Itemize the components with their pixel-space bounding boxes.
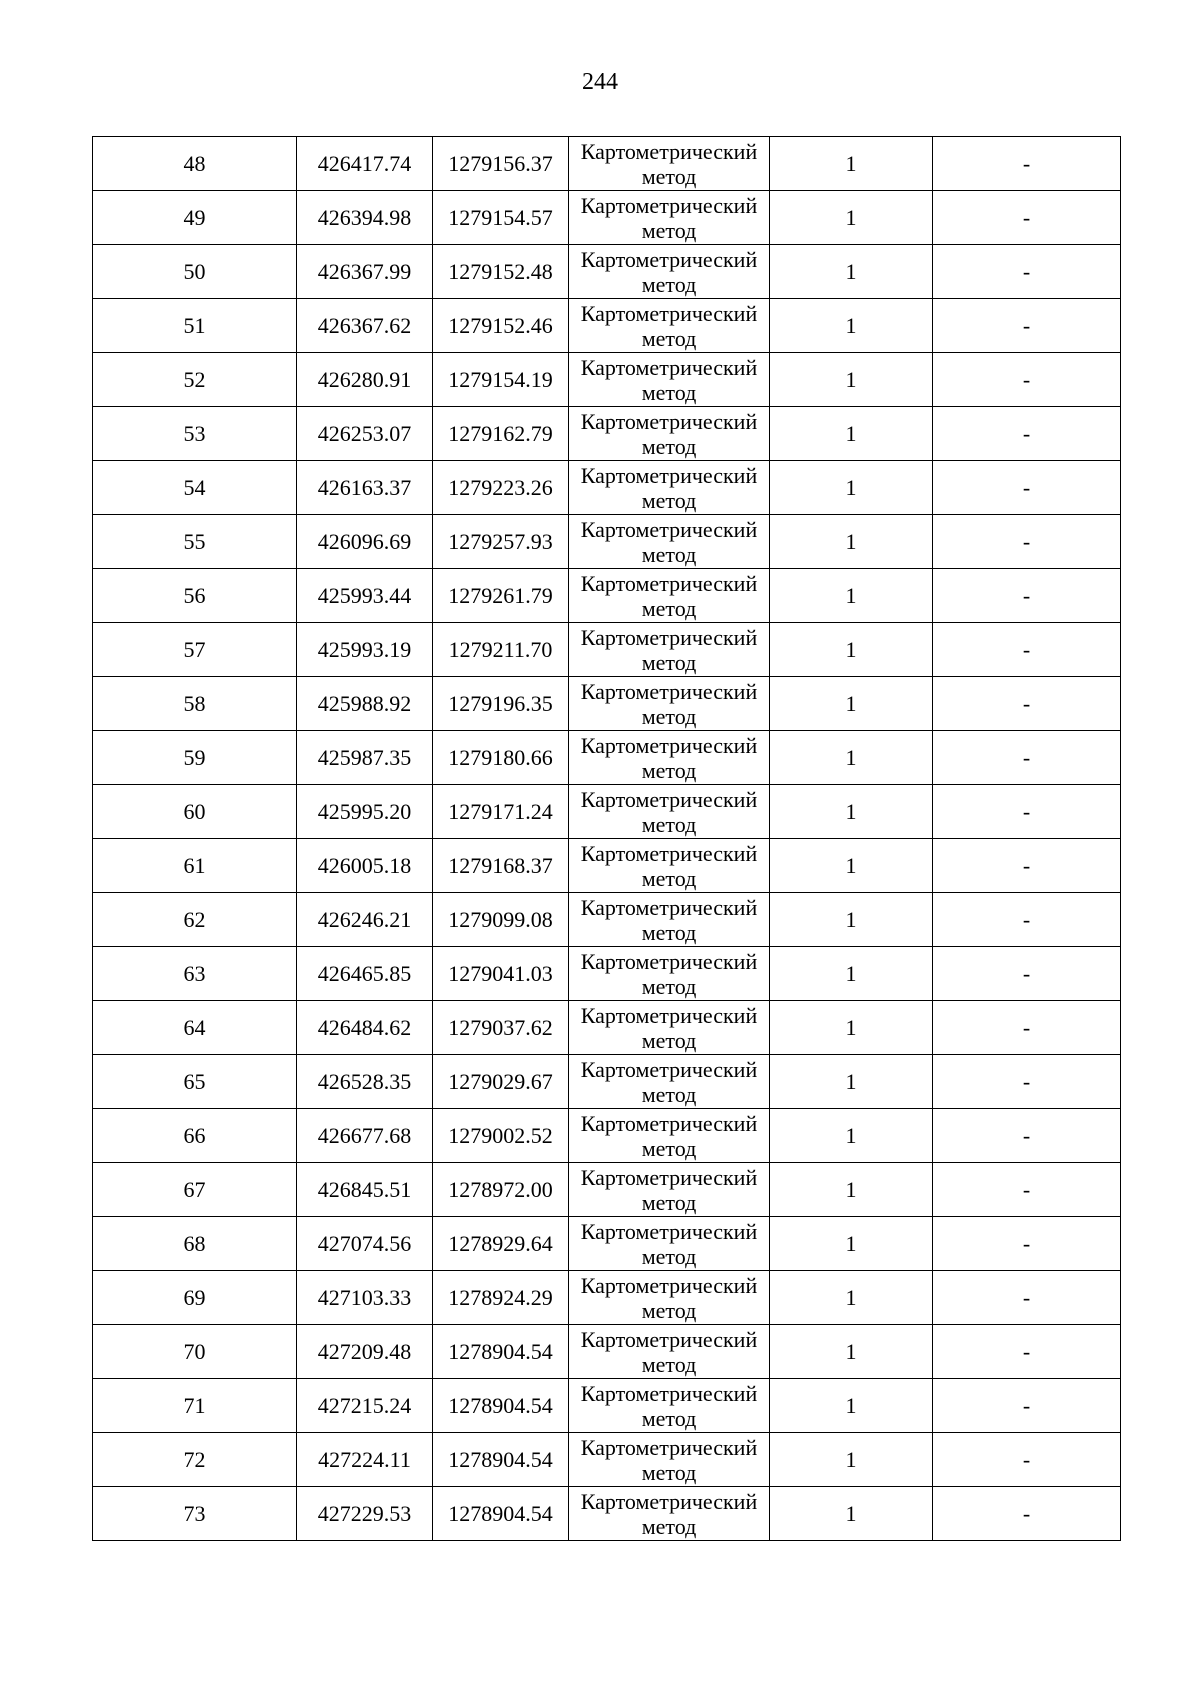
method-line-2: метод xyxy=(641,487,697,513)
point-number-cell: 52 xyxy=(93,353,297,407)
point-number-cell: 50 xyxy=(93,245,297,299)
note-cell: - xyxy=(933,461,1121,515)
x-coordinate-cell: 427229.53 xyxy=(297,1487,433,1541)
x-coordinate-cell: 427224.11 xyxy=(297,1433,433,1487)
y-coordinate-cell: 1279154.19 xyxy=(433,353,569,407)
note-cell: - xyxy=(933,785,1121,839)
method-line-1: Картометрический xyxy=(580,1002,758,1028)
method-line-2: метод xyxy=(641,919,697,945)
accuracy-cell: 1 xyxy=(770,947,933,1001)
note-cell: - xyxy=(933,353,1121,407)
method-line-2: метод xyxy=(641,1405,697,1431)
point-number-cell: 68 xyxy=(93,1217,297,1271)
table-row xyxy=(93,677,1121,731)
accuracy-cell: 1 xyxy=(770,677,933,731)
point-number-cell: 54 xyxy=(93,461,297,515)
x-coordinate-cell: 426367.62 xyxy=(297,299,433,353)
note-cell: - xyxy=(933,137,1121,191)
method-line-1: Картометрический xyxy=(580,1434,758,1460)
point-number-cell: 53 xyxy=(93,407,297,461)
point-number-cell: 73 xyxy=(93,1487,297,1541)
note-cell: - xyxy=(933,839,1121,893)
method-line-2: метод xyxy=(641,811,697,837)
x-coordinate-cell: 426677.68 xyxy=(297,1109,433,1163)
x-coordinate-cell: 427074.56 xyxy=(297,1217,433,1271)
note-cell: - xyxy=(933,1163,1121,1217)
table-row xyxy=(93,353,1121,407)
accuracy-cell: 1 xyxy=(770,1055,933,1109)
method-line-1: Картометрический xyxy=(580,300,758,326)
accuracy-cell: 1 xyxy=(770,137,933,191)
accuracy-cell: 1 xyxy=(770,731,933,785)
point-number-cell: 72 xyxy=(93,1433,297,1487)
method-line-1: Картометрический xyxy=(580,1380,758,1406)
method-cell xyxy=(569,1109,770,1163)
y-coordinate-cell: 1279154.57 xyxy=(433,191,569,245)
note-cell: - xyxy=(933,515,1121,569)
method-line-2: метод xyxy=(641,595,697,621)
accuracy-cell: 1 xyxy=(770,785,933,839)
x-coordinate-cell: 426417.74 xyxy=(297,137,433,191)
x-coordinate-cell: 427209.48 xyxy=(297,1325,433,1379)
method-cell xyxy=(569,677,770,731)
note-cell: - xyxy=(933,569,1121,623)
y-coordinate-cell: 1278904.54 xyxy=(433,1433,569,1487)
table-row xyxy=(93,299,1121,353)
method-cell xyxy=(569,623,770,677)
accuracy-cell: 1 xyxy=(770,893,933,947)
table-row xyxy=(93,1055,1121,1109)
method-line-1: Картометрический xyxy=(580,786,758,812)
method-line-1: Картометрический xyxy=(580,138,758,164)
point-number-cell: 63 xyxy=(93,947,297,1001)
y-coordinate-cell: 1279257.93 xyxy=(433,515,569,569)
x-coordinate-cell: 425987.35 xyxy=(297,731,433,785)
y-coordinate-cell: 1279261.79 xyxy=(433,569,569,623)
table-row xyxy=(93,1163,1121,1217)
note-cell: - xyxy=(933,191,1121,245)
method-line-1: Картометрический xyxy=(580,408,758,434)
note-cell: - xyxy=(933,1379,1121,1433)
method-line-1: Картометрический xyxy=(580,948,758,974)
method-line-1: Картометрический xyxy=(580,354,758,380)
y-coordinate-cell: 1279029.67 xyxy=(433,1055,569,1109)
accuracy-cell: 1 xyxy=(770,839,933,893)
y-coordinate-cell: 1279041.03 xyxy=(433,947,569,1001)
method-cell xyxy=(569,1325,770,1379)
table-row xyxy=(93,1217,1121,1271)
method-line-1: Картометрический xyxy=(580,678,758,704)
y-coordinate-cell: 1279156.37 xyxy=(433,137,569,191)
method-cell xyxy=(569,191,770,245)
method-line-1: Картометрический xyxy=(580,246,758,272)
accuracy-cell: 1 xyxy=(770,1217,933,1271)
table-row xyxy=(93,1433,1121,1487)
y-coordinate-cell: 1279099.08 xyxy=(433,893,569,947)
note-cell: - xyxy=(933,1433,1121,1487)
method-line-2: метод xyxy=(641,325,697,351)
method-line-2: метод xyxy=(641,433,697,459)
note-cell: - xyxy=(933,677,1121,731)
point-number-cell: 58 xyxy=(93,677,297,731)
note-cell: - xyxy=(933,1487,1121,1541)
method-line-2: метод xyxy=(641,271,697,297)
method-line-2: метод xyxy=(641,1459,697,1485)
x-coordinate-cell: 426253.07 xyxy=(297,407,433,461)
method-cell xyxy=(569,515,770,569)
table-row xyxy=(93,137,1121,191)
x-coordinate-cell: 426005.18 xyxy=(297,839,433,893)
method-cell xyxy=(569,1055,770,1109)
note-cell: - xyxy=(933,1325,1121,1379)
x-coordinate-cell: 427103.33 xyxy=(297,1271,433,1325)
table-row xyxy=(93,191,1121,245)
method-cell xyxy=(569,785,770,839)
table-row xyxy=(93,569,1121,623)
accuracy-cell: 1 xyxy=(770,1001,933,1055)
table-row xyxy=(93,1325,1121,1379)
method-line-1: Картометрический xyxy=(580,1218,758,1244)
accuracy-cell: 1 xyxy=(770,569,933,623)
method-line-2: метод xyxy=(641,1297,697,1323)
page-number: 244 xyxy=(582,69,618,95)
method-cell xyxy=(569,1487,770,1541)
point-number-cell: 62 xyxy=(93,893,297,947)
method-line-1: Картометрический xyxy=(580,1272,758,1298)
table-row xyxy=(93,731,1121,785)
accuracy-cell: 1 xyxy=(770,1109,933,1163)
x-coordinate-cell: 427215.24 xyxy=(297,1379,433,1433)
accuracy-cell: 1 xyxy=(770,245,933,299)
point-number-cell: 51 xyxy=(93,299,297,353)
method-line-1: Картометрический xyxy=(580,516,758,542)
table-row xyxy=(93,515,1121,569)
accuracy-cell: 1 xyxy=(770,515,933,569)
point-number-cell: 70 xyxy=(93,1325,297,1379)
method-line-2: метод xyxy=(641,1189,697,1215)
method-line-1: Картометрический xyxy=(580,462,758,488)
method-line-2: метод xyxy=(641,1081,697,1107)
table-row xyxy=(93,245,1121,299)
coordinates-table xyxy=(92,136,1121,1541)
point-number-cell: 48 xyxy=(93,137,297,191)
x-coordinate-cell: 426845.51 xyxy=(297,1163,433,1217)
y-coordinate-cell: 1279162.79 xyxy=(433,407,569,461)
method-line-2: метод xyxy=(641,649,697,675)
table-row xyxy=(93,461,1121,515)
method-cell xyxy=(569,1163,770,1217)
y-coordinate-cell: 1279152.48 xyxy=(433,245,569,299)
method-line-2: метод xyxy=(641,1027,697,1053)
note-cell: - xyxy=(933,893,1121,947)
method-cell xyxy=(569,1001,770,1055)
note-cell: - xyxy=(933,947,1121,1001)
method-cell xyxy=(569,353,770,407)
x-coordinate-cell: 426465.85 xyxy=(297,947,433,1001)
method-line-2: метод xyxy=(641,1351,697,1377)
method-line-1: Картометрический xyxy=(580,840,758,866)
y-coordinate-cell: 1279168.37 xyxy=(433,839,569,893)
accuracy-cell: 1 xyxy=(770,1487,933,1541)
x-coordinate-cell: 426163.37 xyxy=(297,461,433,515)
method-cell xyxy=(569,245,770,299)
y-coordinate-cell: 1279152.46 xyxy=(433,299,569,353)
method-line-2: метод xyxy=(641,379,697,405)
x-coordinate-cell: 426394.98 xyxy=(297,191,433,245)
method-line-2: метод xyxy=(641,217,697,243)
point-number-cell: 64 xyxy=(93,1001,297,1055)
method-line-2: метод xyxy=(641,1513,697,1539)
y-coordinate-cell: 1278904.54 xyxy=(433,1325,569,1379)
method-cell xyxy=(569,947,770,1001)
point-number-cell: 65 xyxy=(93,1055,297,1109)
method-line-1: Картометрический xyxy=(580,732,758,758)
method-line-2: метод xyxy=(641,541,697,567)
method-line-2: метод xyxy=(641,757,697,783)
y-coordinate-cell: 1278929.64 xyxy=(433,1217,569,1271)
point-number-cell: 59 xyxy=(93,731,297,785)
method-cell xyxy=(569,569,770,623)
accuracy-cell: 1 xyxy=(770,1433,933,1487)
y-coordinate-cell: 1279196.35 xyxy=(433,677,569,731)
y-coordinate-cell: 1279223.26 xyxy=(433,461,569,515)
table-row xyxy=(93,893,1121,947)
y-coordinate-cell: 1278904.54 xyxy=(433,1379,569,1433)
accuracy-cell: 1 xyxy=(770,353,933,407)
method-cell xyxy=(569,1379,770,1433)
y-coordinate-cell: 1279002.52 xyxy=(433,1109,569,1163)
x-coordinate-cell: 426246.21 xyxy=(297,893,433,947)
accuracy-cell: 1 xyxy=(770,1379,933,1433)
table-row xyxy=(93,785,1121,839)
table-row xyxy=(93,623,1121,677)
accuracy-cell: 1 xyxy=(770,1271,933,1325)
x-coordinate-cell: 426096.69 xyxy=(297,515,433,569)
method-line-1: Картометрический xyxy=(580,570,758,596)
method-line-1: Картометрический xyxy=(580,624,758,650)
method-line-1: Картометрический xyxy=(580,894,758,920)
method-line-2: метод xyxy=(641,1135,697,1161)
x-coordinate-cell: 426528.35 xyxy=(297,1055,433,1109)
method-line-1: Картометрический xyxy=(580,1110,758,1136)
y-coordinate-cell: 1278904.54 xyxy=(433,1487,569,1541)
table-row xyxy=(93,947,1121,1001)
point-number-cell: 57 xyxy=(93,623,297,677)
method-line-1: Картометрический xyxy=(580,192,758,218)
method-line-1: Картометрический xyxy=(580,1326,758,1352)
method-line-2: метод xyxy=(641,973,697,999)
coordinates-table-body xyxy=(93,137,1121,1541)
note-cell: - xyxy=(933,299,1121,353)
point-number-cell: 61 xyxy=(93,839,297,893)
y-coordinate-cell: 1279180.66 xyxy=(433,731,569,785)
accuracy-cell: 1 xyxy=(770,191,933,245)
note-cell: - xyxy=(933,245,1121,299)
accuracy-cell: 1 xyxy=(770,407,933,461)
accuracy-cell: 1 xyxy=(770,461,933,515)
note-cell: - xyxy=(933,623,1121,677)
y-coordinate-cell: 1278924.29 xyxy=(433,1271,569,1325)
method-cell xyxy=(569,1271,770,1325)
table-row xyxy=(93,1487,1121,1541)
table-row xyxy=(93,1109,1121,1163)
method-cell xyxy=(569,407,770,461)
point-number-cell: 56 xyxy=(93,569,297,623)
table-row xyxy=(93,1001,1121,1055)
method-line-2: метод xyxy=(641,865,697,891)
x-coordinate-cell: 426484.62 xyxy=(297,1001,433,1055)
note-cell: - xyxy=(933,1001,1121,1055)
method-line-1: Картометрический xyxy=(580,1164,758,1190)
method-cell xyxy=(569,461,770,515)
point-number-cell: 60 xyxy=(93,785,297,839)
y-coordinate-cell: 1279211.70 xyxy=(433,623,569,677)
method-line-2: метод xyxy=(641,163,697,189)
point-number-cell: 55 xyxy=(93,515,297,569)
method-cell xyxy=(569,299,770,353)
method-cell xyxy=(569,137,770,191)
x-coordinate-cell: 425995.20 xyxy=(297,785,433,839)
method-line-2: метод xyxy=(641,703,697,729)
table-row xyxy=(93,1271,1121,1325)
y-coordinate-cell: 1279171.24 xyxy=(433,785,569,839)
point-number-cell: 49 xyxy=(93,191,297,245)
method-cell xyxy=(569,839,770,893)
x-coordinate-cell: 426367.99 xyxy=(297,245,433,299)
method-cell xyxy=(569,1217,770,1271)
table-row xyxy=(93,407,1121,461)
y-coordinate-cell: 1279037.62 xyxy=(433,1001,569,1055)
x-coordinate-cell: 426280.91 xyxy=(297,353,433,407)
note-cell: - xyxy=(933,1109,1121,1163)
table-row xyxy=(93,1379,1121,1433)
note-cell: - xyxy=(933,731,1121,785)
point-number-cell: 67 xyxy=(93,1163,297,1217)
accuracy-cell: 1 xyxy=(770,299,933,353)
method-cell xyxy=(569,731,770,785)
x-coordinate-cell: 425993.19 xyxy=(297,623,433,677)
x-coordinate-cell: 425993.44 xyxy=(297,569,433,623)
note-cell: - xyxy=(933,1055,1121,1109)
method-line-1: Картометрический xyxy=(580,1056,758,1082)
method-cell xyxy=(569,1433,770,1487)
accuracy-cell: 1 xyxy=(770,623,933,677)
accuracy-cell: 1 xyxy=(770,1325,933,1379)
note-cell: - xyxy=(933,1271,1121,1325)
note-cell: - xyxy=(933,1217,1121,1271)
accuracy-cell: 1 xyxy=(770,1163,933,1217)
point-number-cell: 66 xyxy=(93,1109,297,1163)
point-number-cell: 69 xyxy=(93,1271,297,1325)
note-cell: - xyxy=(933,407,1121,461)
y-coordinate-cell: 1278972.00 xyxy=(433,1163,569,1217)
method-cell xyxy=(569,893,770,947)
method-line-2: метод xyxy=(641,1243,697,1269)
table-row xyxy=(93,839,1121,893)
method-line-1: Картометрический xyxy=(580,1488,758,1514)
point-number-cell: 71 xyxy=(93,1379,297,1433)
x-coordinate-cell: 425988.92 xyxy=(297,677,433,731)
